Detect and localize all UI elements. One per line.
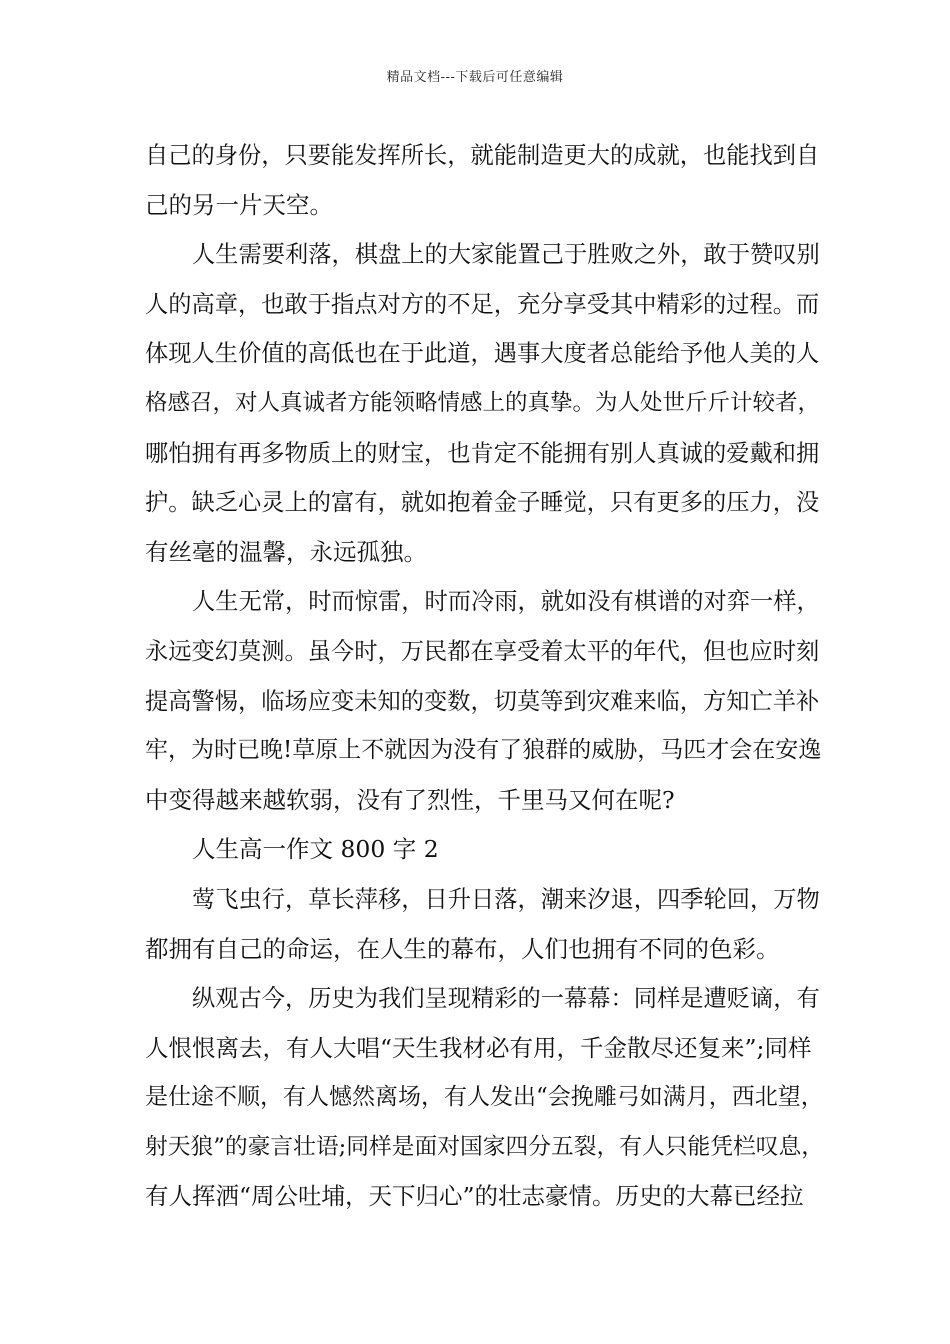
text-line: 护。缺乏心灵上的富有，就如抱着金子睡觉，只有更多的压力，没 bbox=[145, 489, 820, 517]
text-line: 有人挥洒“周公吐埔，天下归心”的壮志豪情。历史的大幕已经拉 bbox=[145, 1182, 804, 1211]
text-line: 体现人生价值的高低也在于此道，遇事大度者总能给予他人美的人 bbox=[145, 340, 820, 368]
text-line: 己的另一片天空。 bbox=[145, 190, 333, 219]
text-line: 人的高章，也敢于指点对方的不足，充分享受其中精彩的过程。而 bbox=[145, 290, 820, 318]
text-line: 人生高一作文 800 字 2 bbox=[192, 835, 439, 864]
text-line: 纵观古今，历史为我们呈现精彩的一幕幕：同样是遭贬谪，有 bbox=[192, 985, 820, 1013]
page-header: 精品文档---下载后可任意编辑 bbox=[386, 70, 564, 85]
text-line: 有丝毫的温馨，永远孤独。 bbox=[145, 537, 427, 566]
text-line: 是仕途不顺，有人憾然离场，有人发出“会挽雕弓如满月，西北望， bbox=[145, 1084, 824, 1111]
text-line: 提高警惕，临场应变未知的变数，切莫等到灾难来临，方知亡羊补 bbox=[145, 687, 820, 715]
text-line: 人生无常，时而惊雷，时而冷雨，就如没有棋谱的对弈一样， bbox=[192, 588, 820, 616]
document-body bbox=[145, 131, 825, 1222]
text-line: 牢，为时已晚!草原上不就因为没有了狼群的威胁，马匹才会在安逸 bbox=[145, 737, 822, 764]
text-line: 射天狼”的豪言壮语;同样是面对国家四分五裂，有人只能凭栏叹息， bbox=[145, 1133, 825, 1160]
text-line: 人恨恨离去，有人大唱“天生我材必有用，千金散尽还复来”;同样 bbox=[145, 1033, 812, 1062]
text-line: 中变得越来越软弱，没有了烈性，千里马又何在呢? bbox=[145, 785, 675, 814]
text-line: 都拥有自己的命运，在人生的幕布，人们也拥有不同的色彩。 bbox=[145, 934, 780, 963]
text-line: 自己的身份，只要能发挥所长，就能制造更大的成就，也能找到自 bbox=[145, 142, 820, 169]
text-line: 莺飞虫行，草长萍移，日升日落，潮来汐退，四季轮回，万物 bbox=[192, 885, 820, 913]
text-line: 永远变幻莫测。虽今时，万民都在享受着太平的年代，但也应时刻 bbox=[145, 637, 820, 665]
text-line: 格感召，对人真诚者方能领略情感上的真挚。为人处世斤斤计较者， bbox=[145, 389, 821, 416]
text-line: 人生需要利落，棋盘上的大家能置己于胜败之外，敢于赞叹别 bbox=[192, 241, 820, 269]
text-line: 哪怕拥有再多物质上的财宝，也肯定不能拥有别人真诚的爱戴和拥 bbox=[145, 439, 820, 467]
